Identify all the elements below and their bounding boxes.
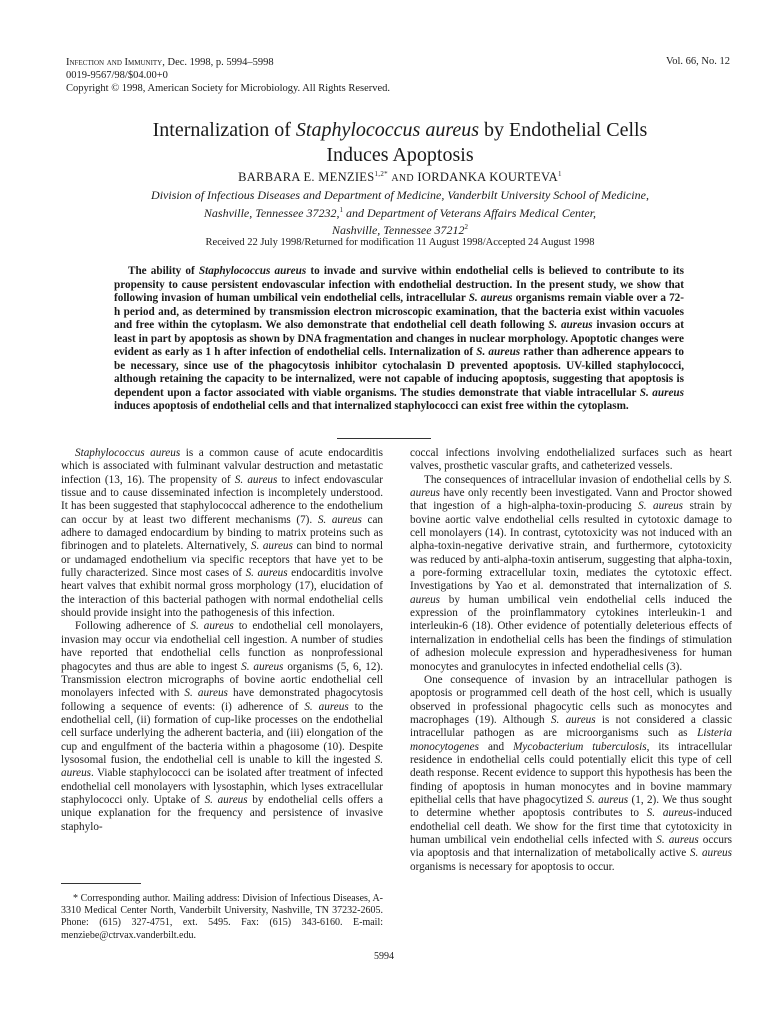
citation-line [66, 56, 706, 69]
italic-species-name: S. aureus [689, 847, 732, 860]
text-run: -induced endothelial cell death. We show for the first time that cytotoxicity in human umbilical vein endothelial cells infected with [410, 807, 732, 846]
italic-species-name: S. aureus [646, 807, 693, 820]
text-run: The ability of [128, 265, 199, 277]
author-name: IORDANKA KOURTEVA [417, 170, 558, 185]
footnote-divider [61, 883, 141, 884]
author-affil-marker: 1 [558, 170, 562, 178]
journal-name: Infection and Immunity [66, 57, 163, 68]
text-run: The consequences of intracellular invasion of endothelial cells by [424, 473, 724, 486]
italic-species-name: S. aureus [638, 500, 684, 513]
italic-species-name: Staphylococcus aureus [198, 265, 307, 277]
text-run: occurs via apoptosis and that internalization of metabolically active [410, 833, 732, 860]
author-name: BARBARA E. MENZIES [238, 170, 375, 185]
text-run: organisms remain viable over a 72-h period and, as determined by transmission electron microscopic examination, that the bacteria exist within vacuoles and free within the cytoplasm. We also demonstrate that endothelial cell death following [114, 292, 685, 331]
received-dates: Received 22 July 1998/Returned for modification 11 August 1998/Accepted 24 August 1998 [205, 237, 595, 248]
author-affil-marker: 1,2* [374, 170, 388, 178]
author-conjunction: AND [391, 173, 414, 185]
text-run: can adhere to damaged endocardium by binding to matrix proteins such as fibrinogen and to platelets. Alternatively, [61, 513, 384, 553]
title-species: Staphylococcus aureus [295, 119, 480, 141]
italic-species-name: S. aureus [548, 319, 593, 331]
text-run: to the endothelial cell, (ii) formation of cup-like processes on the endothelial cell surface underlying the adherent bacteria, and (iii) elongation of the cup and engulfment of the bacteria within a phagosome (10). Despite lysosomal fusion, the endothelial cell is unable to kill the ingested [61, 700, 383, 766]
section-divider [337, 438, 431, 439]
italic-species-name: S. aureus [468, 292, 513, 304]
italic-species-name: S. aureus [234, 473, 278, 486]
body-column-left [61, 447, 383, 834]
italic-species-name: S. aureus [184, 687, 228, 700]
italic-species-name: S. aureus [476, 346, 521, 358]
text-run: endocarditis involve heart valves that exhibit normal gross morphology (17), elucidation of the interaction of this bacterial pathogen with normal endothelial cells should provide insight into the pathogenesis of this infection. [61, 567, 383, 620]
affiliation-line [70, 220, 730, 238]
italic-species-name: S. aureus [317, 513, 362, 526]
text-run: , its intracellular residence in endothelial cells could potentially elicit this type of cell death response. Recent evidence to support this hypothesis has been the finding of apoptosis in human monocytes and in bovine mammary epithelial cells that have phagocytized [410, 740, 732, 806]
italic-species-name: S. aureus [250, 540, 293, 553]
italic-species-name: S. aureus [204, 793, 248, 806]
title-line-1 [70, 118, 730, 143]
text-run: to infect endovascular tissue and to cause disseminated infection is incompletely understood. It has been suggested that staphylococcal adherence to the endothelium can occur by at least two different mechanisms (7). [61, 473, 383, 526]
italic-species-name: Mycobacterium tuberculosis [513, 740, 647, 753]
affiliation-line [70, 203, 730, 221]
affil-marker: 2 [464, 223, 469, 231]
title-line-2: Induces Apoptosis [326, 144, 474, 166]
page-number: 5994 [374, 951, 394, 962]
body-paragraph: coccal infections involving endothelialized surfaces such as heart valves, prosthetic vascular grafts, and catheterized vessels. [410, 447, 732, 473]
italic-species-name: S. aureus [656, 833, 699, 846]
italic-species-name: Staphylococcus aureus [75, 447, 181, 459]
body-paragraph [61, 447, 383, 620]
text-run: have demonstrated phagocytosis following a sequence of events: (i) adherence of [61, 687, 383, 713]
copyright-line: Copyright © 1998, American Society for Microbiology. All Rights Reserved. [66, 83, 391, 94]
issn-line: 0019-9567/98/$04.00+0 [66, 70, 168, 81]
text-run: (1, 2). We thus sought to determine whether apoptosis contributes to [410, 793, 732, 820]
affil-marker: 1 [339, 205, 343, 214]
text-run: can bind to normal or undamaged endothelium via specific receptors that have yet to be fully characterized. Since most cases of [61, 540, 383, 580]
corresponding-author-footnote: * Corresponding author. Mailing address: Division of Infectious Diseases, A-3310 Medical Center North, Vanderbilt University, Nashville, TN 37232-2605. Phone: (615) 327-4751, ext. 5495. Fax: (615) 343-6160. E-mail: menziebe@ctrvax.vanderbilt.edu. [61, 893, 383, 941]
text-run: rather than adherence appears to be necessary, since use of the phagocytosis inhibitor cytochalasin D prevented apoptosis. UV-killed staphylococci, although retaining the capacity to be internalized, were not capable of inducing apoptosis, suggesting that apoptosis is dependent upon a factor associated with viable organisms. The studies demonstrate that viable intracellular [114, 346, 684, 399]
article-title [70, 118, 730, 168]
italic-species-name: Listeria monocytogenes [410, 727, 732, 753]
italic-species-name: S. aureus [245, 567, 288, 580]
text-run: and [478, 740, 514, 753]
affiliation-text: and Department of Veterans Affairs Medical Center, [342, 205, 597, 220]
italic-species-name: S. aureus [190, 620, 234, 633]
affiliation-text: Nashville, Tennessee 37232, [203, 205, 340, 220]
text-run: One consequence of invasion by an intracellular pathogen is apoptosis or programmed cell death of the host cell, which is usually observed in professional phagocytic cells such as monocytes and macrophages (19). Although [410, 673, 732, 726]
journal-metadata [66, 56, 706, 95]
body-paragraph [61, 620, 383, 834]
body-paragraph [410, 474, 732, 674]
text-run: by human umbilical vein endothelial cells induced the expression of the proinflammatory cytokines interleukin-1 and interleukin-6 (18). Other evidence of potentially deleterious effects of internalization in endothelial cells has been the findings of stimulation of adhesion molecule expression and hyperadhesiveness for human monocytes and granulocytes in infected endothelial cells (3). [410, 593, 732, 673]
italic-species-name: S. aureus [61, 753, 383, 780]
affiliation-line: Division of Infectious Diseases and Department of Medicine, Vanderbilt University School of Medicine, [151, 188, 649, 202]
volume-issue: Vol. 66, No. 12 [666, 56, 730, 67]
text-run: Following adherence of [75, 620, 191, 633]
citation-details: , Dec. 1998, p. 5994–5998 [162, 57, 274, 68]
body-paragraph [410, 674, 732, 874]
italic-species-name: S. aureus [410, 473, 732, 500]
title-text: by Endothelial Cells [479, 119, 648, 141]
text-run: is not considered a classic intracellular pathogen as are microorganisms such as [410, 713, 732, 740]
text-run: to invade and survive within endothelial cells is believed to contribute to its propensity to cause persistent endovascular infection with endothelial destruction. In the present study, we show that following invasion of human umbilical vein endothelial cells, intracellular [114, 265, 685, 304]
italic-species-name: S. aureus [586, 793, 629, 806]
text-run: organisms (5, 6, 12). Transmission electron micrographs of bovine aortic endothelial cell monolayers infected with [61, 660, 383, 700]
italic-species-name: S. aureus [410, 580, 732, 606]
text-run: invasion occurs at least in part by apoptosis as shown by DNA fragmentation and changes in nuclear morphology. Apoptotic changes were evident as early as 1 h after infection of endothelial cells. Internalization of [114, 319, 684, 358]
body-column-right [410, 447, 732, 874]
text-run: induces apoptosis of endothelial cells and that internalized staphylococci can exist free within the cytoplasm. [114, 400, 629, 412]
text-run: . Viable staphylococci can be isolated after treatment of infected endothelial cell monolayers with lysostaphin, which lyses extracellular staphylococci only. Uptake of [61, 767, 383, 806]
affiliation-text: Nashville, Tennessee 37212 [331, 223, 465, 237]
text-run: to endothelial cell monolayers, invasion may occur via endothelial cell ingestion. A number of studies have reported that endothelial cells function as nonprofessional phagocytes and thus are able to ingest [61, 620, 384, 673]
text-run: is a common cause of acute endocarditis which is associated with fulminant valvular destruction and metastatic infection (13, 16). The propensity of [61, 447, 383, 486]
italic-species-name: S. aureus [241, 660, 284, 673]
text-run: strain by bovine aortic valve endothelial cells resulted in cytotoxic damage to cell monolayers (14). In contrast, cytotoxicity was not induced with an alpha-toxin-negative derivative strain, and furthermore, cytotoxicity was reduced by anti-alpha-toxin antiserum, suggesting that alpha-toxin, a pore-forming extracellular toxin, mediates the cytotoxic effect. Investigations by Yao et al. demonstrated that internalization of [410, 500, 733, 593]
affiliations [70, 188, 730, 238]
italic-species-name: S. aureus [304, 700, 349, 713]
abstract [114, 265, 684, 414]
text-run: by endothelial cells offers a unique explanation for the frequency and persistence of invasive staphylo- [61, 793, 383, 833]
text-run: organisms is necessary for apoptosis to occur. [410, 860, 615, 873]
italic-species-name: S. aureus [639, 386, 684, 399]
italic-species-name: S. aureus [550, 713, 596, 726]
author-list [70, 170, 730, 185]
text-run: have only recently been investigated. Vann and Proctor showed that ingestion of a high-alpha-toxin-producing [410, 487, 732, 513]
title-text: Internalization of [152, 119, 296, 141]
